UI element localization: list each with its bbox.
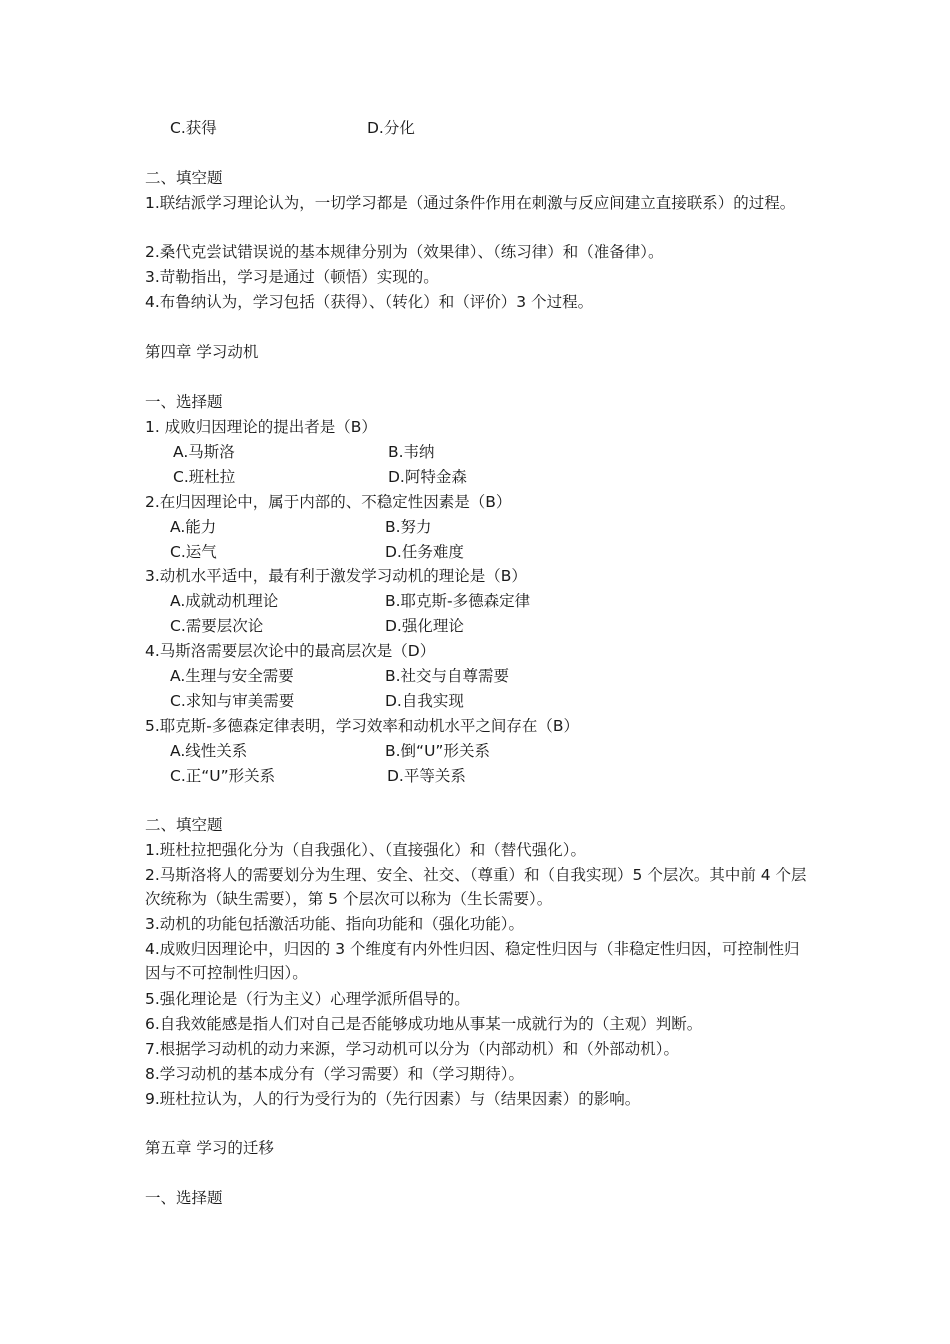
fill-item: 1.班杜拉把强化分为（自我强化）、（直接强化）和（替代强化）。 (145, 841, 587, 859)
question: 1. 成败归因理论的提出者是（B） (145, 418, 377, 436)
option-b: B.努力 (385, 518, 432, 536)
option-a: A.生理与安全需要 (170, 667, 294, 685)
fill-item: 9.班杜拉认为，人的行为受行为的（先行因素）与（结果因素）的影响。 (145, 1090, 641, 1108)
option-c: C.运气 (170, 543, 217, 561)
question: 5.耶克斯-多德森定律表明，学习效率和动机水平之间存在（B） (145, 717, 580, 735)
fill-item: 5.强化理论是（行为主义）心理学派所倡导的。 (145, 990, 470, 1008)
option-a: A.马斯洛 (173, 443, 235, 461)
option-c: C.班杜拉 (173, 468, 236, 486)
option-a: A.成就动机理论 (170, 592, 279, 610)
option-d: D.平等关系 (387, 767, 466, 785)
question: 4.马斯洛需要层次论中的最高层次是（D） (145, 642, 436, 660)
fill-item: 8.学习动机的基本成分有（学习需要）和（学习期待）。 (145, 1065, 525, 1083)
section-heading-choice: 一、选择题 (145, 393, 223, 411)
option-c: C.需要层次论 (170, 617, 264, 635)
option-c: C.正“U”形关系 (170, 767, 276, 785)
fill-item: 7.根据学习动机的动力来源，学习动机可以分为（内部动机）和（外部动机）。 (145, 1040, 680, 1058)
option-a: A.能力 (170, 518, 217, 536)
option-d: D.强化理论 (385, 617, 464, 635)
option-b: B.耶克斯-多德森定律 (385, 592, 531, 610)
fill-item: 4.成败归因理论中，归因的 3 个维度有内外性归因、稳定性归因与（非稳定性归因，可控制性归因与不可控制性归因）。 (145, 940, 800, 982)
fill-item: 3.动机的功能包括激活功能、指向功能和（强化功能）。 (145, 915, 525, 933)
option-a: A.线性关系 (170, 742, 248, 760)
fill-item: 6.自我效能感是指人们对自己是否能够成功地从事某一成就行为的（主观）判断。 (145, 1015, 703, 1033)
section-heading-fill: 二、填空题 (145, 816, 223, 834)
option-b: B.倒“U”形关系 (385, 742, 490, 760)
fill-item: 3.苛勒指出，学习是通过（顿悟）实现的。 (145, 268, 439, 286)
option-d: D.阿特金森 (388, 468, 467, 486)
chapter-title: 第四章 学习动机 (145, 343, 259, 361)
option-b: B.社交与自尊需要 (385, 667, 510, 685)
option-d: D.任务难度 (385, 543, 464, 561)
question: 3.动机水平适中，最有利于激发学习动机的理论是（B） (145, 567, 527, 585)
option-c: C.求知与审美需要 (170, 692, 295, 710)
fill-item: 1.联结派学习理论认为，一切学习都是（通过条件作用在刺激与反应间建立直接联系）的过程。 (145, 194, 796, 212)
option-d: D.分化 (367, 119, 415, 137)
option-d: D.自我实现 (385, 692, 464, 710)
fill-item: 2.马斯洛将人的需要划分为生理、安全、社交、（尊重）和（自我实现）5 个层次。其中前 4 个层次统称为（缺生需要），第 5 个层次可以称为（生长需要）。 (145, 866, 807, 908)
option-b: B.韦纳 (388, 443, 435, 461)
section-heading-choice: 一、选择题 (145, 1189, 223, 1207)
option-c: C.获得 (170, 119, 217, 137)
fill-item: 4.布鲁纳认为，学习包括（获得）、（转化）和（评价）3 个过程。 (145, 293, 594, 311)
section-heading-fill: 二、填空题 (145, 169, 223, 187)
fill-item: 2.桑代克尝试错误说的基本规律分别为（效果律）、（练习律）和（准备律）。 (145, 243, 664, 261)
chapter-title: 第五章 学习的迁移 (145, 1139, 274, 1157)
question: 2.在归因理论中，属于内部的、不稳定性因素是（B） (145, 493, 512, 511)
